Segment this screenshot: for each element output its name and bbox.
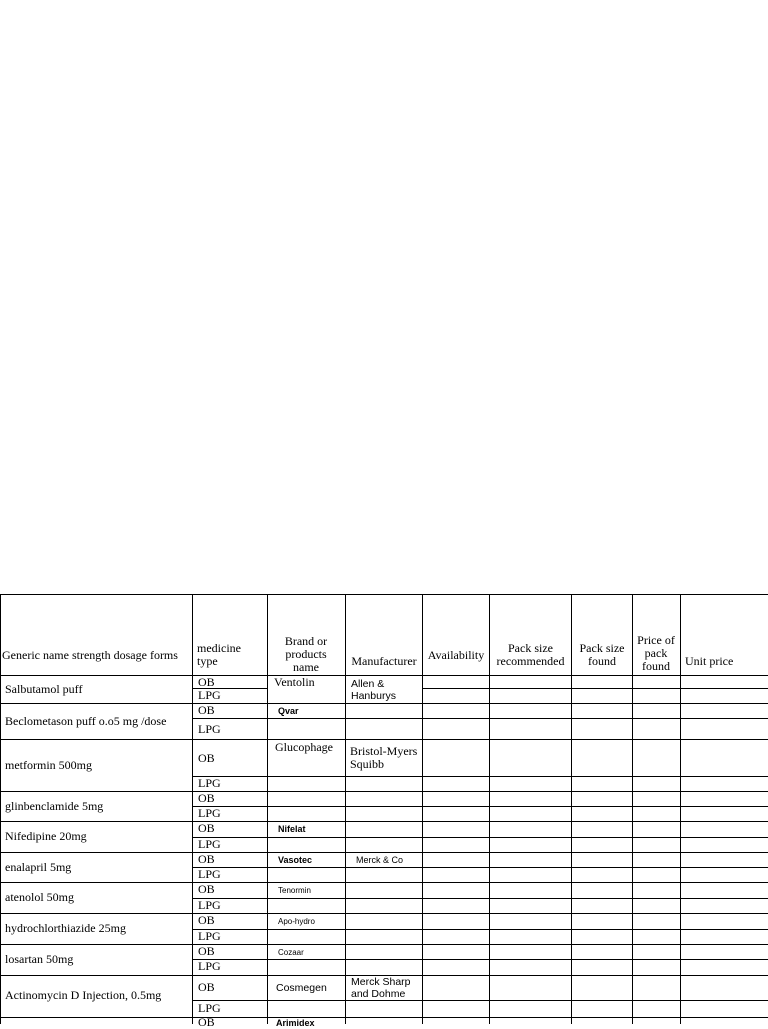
medicine-type-ob: OB xyxy=(198,751,215,765)
brand-name-cell: Tenormin xyxy=(278,886,311,895)
medicine-type-ob: OB xyxy=(198,703,215,717)
header-price-of-pack-found: Price of pack found xyxy=(637,633,675,673)
medicine-type-lpg: LPG xyxy=(198,806,221,820)
brand-name-cell: Ventolin xyxy=(274,675,315,689)
medicine-type-ob: OB xyxy=(198,821,215,835)
header-pack-size-recommended: Pack size recommended xyxy=(496,641,565,668)
generic-name-cell: Beclometason puff o.o5 mg /dose xyxy=(5,714,167,728)
brand-name-cell: Arimidex xyxy=(276,1018,315,1028)
medicine-type-lpg: LPG xyxy=(198,929,221,943)
generic-name-cell: metformin 500mg xyxy=(5,758,92,772)
medicine-type-ob: OB xyxy=(198,882,215,896)
medicine-type-lpg: LPG xyxy=(198,867,221,881)
manufacturer-cell: Bristol-Myers Squibb xyxy=(350,744,418,771)
medicine-type-lpg: LPG xyxy=(198,837,221,851)
brand-name-cell: Glucophage xyxy=(275,740,333,754)
manufacturer-cell: Merck Sharp and Dohme xyxy=(351,976,411,1000)
generic-name-cell: Nifedipine 20mg xyxy=(5,829,87,843)
generic-name-cell: glinbenclamide 5mg xyxy=(5,799,104,813)
header-medicine-type: medicine type xyxy=(197,641,241,668)
generic-name-cell: Salbutamol puff xyxy=(5,682,83,696)
brand-name-cell: Cosmegen xyxy=(276,982,327,994)
header-brand-name: Brand or products name xyxy=(284,634,328,674)
medicine-type-ob: OB xyxy=(198,791,215,805)
medicine-type-lpg: LPG xyxy=(198,776,221,790)
generic-name-cell: Actinomycin D Injection, 0.5mg xyxy=(5,988,162,1002)
generic-name-cell: hydrochlorthiazide 25mg xyxy=(5,921,126,935)
medicine-type-lpg: LPG xyxy=(198,959,221,973)
manufacturer-cell: Allen & Hanburys xyxy=(351,678,396,702)
medicine-type-lpg: LPG xyxy=(198,898,221,912)
brand-name-cell: Apo-hydro xyxy=(278,917,315,926)
medicine-type-lpg: LPG xyxy=(198,1001,221,1015)
header-unit-price: Unit price xyxy=(685,654,734,668)
header-pack-size-found: Pack size found xyxy=(579,641,625,668)
medicine-type-lpg: LPG xyxy=(198,688,221,702)
medicine-type-ob: OB xyxy=(198,980,215,994)
medicine-type-ob: OB xyxy=(198,675,215,689)
medicine-type-ob: OB xyxy=(198,1015,215,1029)
medicine-type-lpg: LPG xyxy=(198,722,221,736)
header-generic-name: Generic name strength dosage forms xyxy=(2,648,178,662)
generic-name-cell: enalapril 5mg xyxy=(5,860,72,874)
brand-name-cell: Vasotec xyxy=(278,855,313,865)
medicine-type-ob: OB xyxy=(198,852,215,866)
generic-name-cell: losartan 50mg xyxy=(5,952,74,966)
brand-name-cell: Qvar xyxy=(278,706,299,716)
manufacturer-cell: Merck & Co xyxy=(356,855,404,865)
generic-name-cell: atenolol 50mg xyxy=(5,890,74,904)
header-availability: Availability xyxy=(427,648,485,662)
brand-name-cell: Nifelat xyxy=(278,824,306,834)
header-manufacturer: Manufacturer xyxy=(351,654,417,668)
brand-name-cell: Cozaar xyxy=(278,948,304,957)
medicine-type-ob: OB xyxy=(198,944,215,958)
medicine-type-ob: OB xyxy=(198,913,215,927)
